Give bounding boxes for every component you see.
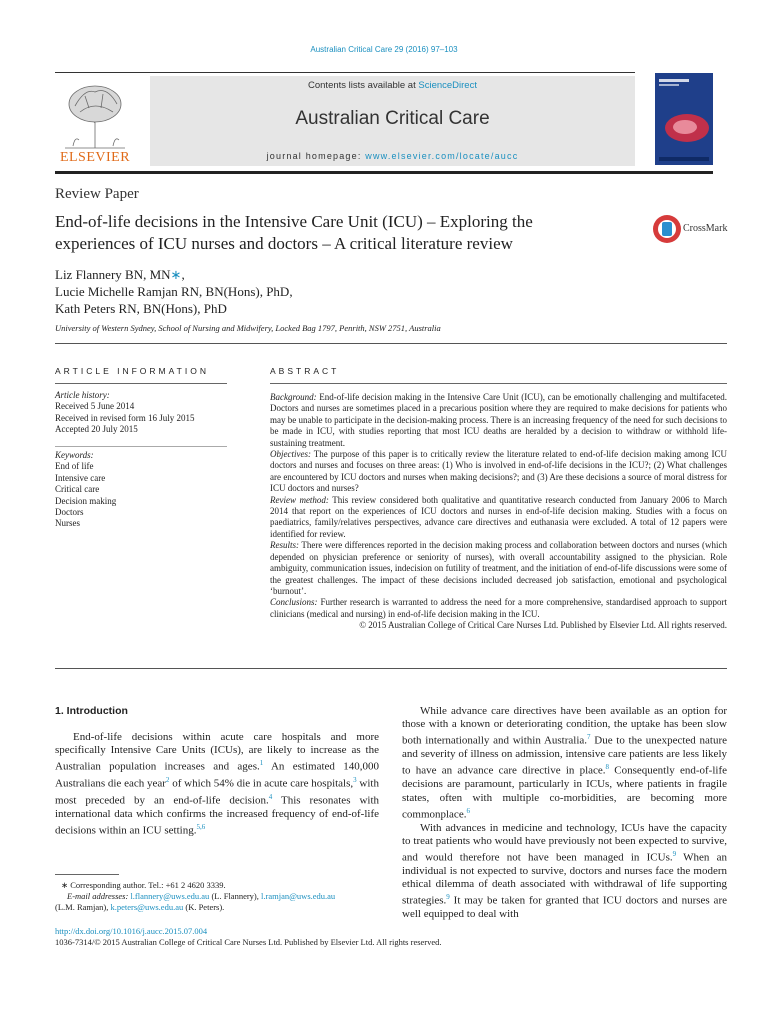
author-1-comma: ,: [181, 267, 185, 282]
keywords-label: Keywords:: [55, 450, 94, 460]
email-owner: (L. Flannery),: [209, 891, 262, 901]
sciencedirect-link[interactable]: ScienceDirect: [418, 80, 477, 91]
homepage-line: [150, 151, 635, 161]
crossmark-badge[interactable]: [652, 213, 732, 245]
background-text: End-of-life decision making in the Intensive Care Unit (ICU), can be emotionally challenging and multifaceted. Doctors and nurses are sometimes placed in a precarious position where they are required to make decisions for patients who may be unable to participate in the decision-making process. There is an increasing frequency of the need for such decisions to be made in ICU, with studies reporting that most ICU deaths are heralded by a decision to withdraw or withhold life-sustaining treatment.: [270, 392, 727, 448]
abstract-background: [270, 392, 727, 449]
body-text: Consequently end-of-life decisions are paramount, particularly in ICUs, where patients in fragile states, often with multiple co-morbidities, are becoming more commonplace.: [402, 765, 728, 821]
reference-link[interactable]: 7: [587, 733, 591, 742]
author-3[interactable]: Kath Peters RN, BN(Hons), PhD: [55, 301, 227, 316]
author-list: [55, 266, 293, 317]
crossmark-icon: [652, 213, 682, 245]
affiliation-rule: [55, 343, 727, 344]
method-text: This review considered both qualitative and quantitative research conducted from January 2006 to March 2014 that report on the experiences of ICU doctors and nurses in end-of-life decision making. Studies with a focus on paediatrics, family/relatives perspectives, advance care directives and euthanasia were excluded. A total of 12 papers were identified for review.: [270, 494, 727, 539]
author-2[interactable]: Lucie Michelle Ramjan RN, BN(Hons), PhD,: [55, 284, 293, 299]
reference-link[interactable]: 6: [466, 806, 470, 815]
info-rule: [55, 383, 227, 384]
intro-text: of which 54% die in acute care hospitals,: [169, 777, 354, 790]
journal-citation[interactable]: Australian Critical Care 29 (2016) 97–103: [310, 45, 458, 54]
background-label: Background:: [270, 392, 317, 402]
author-1: [55, 266, 293, 283]
history-label: Article history:: [55, 390, 110, 400]
abstract-method: [270, 495, 727, 541]
body-paragraph-2: [402, 705, 727, 822]
keywords-block: [55, 450, 116, 530]
body-text: It may be taken for granted that ICU doctors and nurses are well equipped to deal with: [402, 894, 727, 921]
intro-text: with most preceded by an end-of-life decision.: [55, 777, 379, 807]
right-column: [402, 705, 727, 921]
reference-link[interactable]: 9: [672, 850, 677, 858]
abstract-bottom-rule: [55, 668, 727, 669]
footnote-rule: [55, 874, 119, 875]
crossmark-label: CrossMark: [683, 223, 728, 234]
email-line: [55, 891, 385, 902]
article-title: [55, 211, 645, 255]
keyword-item: Intensive care: [55, 472, 106, 483]
accepted-date: Accepted 20 July 2015: [55, 424, 138, 435]
intro-paragraph-1: [55, 731, 379, 838]
keywords-rule: [55, 446, 227, 447]
keyword-item: End of life: [55, 461, 94, 472]
email-link[interactable]: l.flannery@uws.edu.au: [130, 891, 210, 901]
header-top-rule: [55, 72, 635, 73]
abstract-text: [270, 392, 727, 632]
title-line-1: End-of-life decisions in the Intensive Care Unit (ICU) – Exploring the: [55, 212, 533, 231]
body-paragraph-3: [402, 822, 727, 922]
email-label: E-mail addresses:: [67, 891, 129, 901]
elsevier-tree-logo: [55, 78, 135, 150]
article-history: [55, 390, 194, 436]
objectives-text: The purpose of this paper is to critically review the literature related to end-of-life decision making among ICU doctors and nurses and focuses on three areas: (1) Who is involved in end-of-life decisions in the ICU?; (2) What challenges are encountered by ICU doctors and nurses when making decisions?; and (3) Are these decisions a source of moral distress for ICU doctors and nurses?: [270, 449, 727, 494]
body-text: With advances in medicine and technology, ICUs have the capacity to treat patients who would have previously not been expected to survive, and would therefore not have been managed in ICUs.: [402, 821, 727, 864]
reference-link[interactable]: 1: [259, 759, 264, 768]
body-text: While advance care directives have been available as an option for those with a known or deteriorating condition, the uptake has been slow both internationally and within Australia.: [402, 705, 727, 748]
elsevier-wordmark: ELSEVIER: [59, 150, 131, 165]
doi-link[interactable]: http://dx.doi.org/10.1016/j.aucc.2015.07.004: [55, 926, 208, 936]
abstract-objectives: [270, 449, 727, 495]
conclusions-text: Further research is warranted to address the need for a more comprehensive, standardised approach to support clinicians (medical and nursing) in end-of-life decision making in the ICU.: [270, 597, 727, 619]
intro-text: This resonates with international data which confirms the increased frequency of end-of-life decisions within an ICU setting.: [55, 794, 379, 837]
abstract-rule: [270, 383, 727, 384]
intro-text: An estimated 140,000 Australians die each year: [55, 761, 379, 790]
homepage-link[interactable]: www.elsevier.com/locate/aucc: [365, 151, 519, 161]
results-text: There were differences reported in the decision making process and collaboration between doctors and nurses (which depended on physician preference or seniority of nurses), with overall accountability assigned to the physician. Role ambiguity, communication issues, indecision on futility of treatment, and the initiation of end-of-life discussions were some of the greatest challenges. The impact of these decisions included decreased job satisfaction, emotional and psychological ‘burnout’.: [270, 540, 727, 596]
reference-link[interactable]: 4: [268, 793, 273, 802]
corresponding-author-note: ∗ Corresponding author. Tel.: +61 2 4620 3339.: [61, 880, 226, 890]
article-information-heading: ARTICLE INFORMATION: [55, 366, 209, 376]
journal-cover-image[interactable]: [655, 73, 713, 165]
received-date: Received 5 June 2014: [55, 401, 135, 412]
keyword-item: Doctors: [55, 507, 84, 518]
article-type: Review Paper: [55, 186, 139, 202]
homepage-prefix: journal homepage:: [266, 151, 366, 161]
section-heading-introduction: 1. Introduction: [55, 705, 128, 717]
abstract-copyright: © 2015 Australian College of Critical Care Nurses Ltd. Published by Elsevier Ltd. All rights reserved.: [359, 620, 727, 631]
corresponding-author-mark[interactable]: ∗: [170, 267, 182, 282]
email-owner: (L.M. Ramjan),: [55, 902, 111, 912]
email-link[interactable]: k.peters@uws.edu.au: [110, 902, 184, 912]
issn-copyright: 1036-7314/© 2015 Australian College of Critical Care Nurses Ltd. Published by Elsevier Ltd. All rights reserved.: [55, 937, 442, 947]
objectives-label: Objectives:: [270, 449, 311, 460]
reference-link[interactable]: 5,6: [196, 823, 206, 832]
revised-date: Received in revised form 16 July 2015: [55, 412, 195, 423]
method-label: Review method:: [270, 494, 329, 505]
reference-link[interactable]: 9: [446, 893, 450, 902]
keyword-item: Critical care: [55, 484, 100, 495]
keyword-item: Nurses: [55, 518, 80, 529]
email-link[interactable]: l.ramjan@uws.edu.au: [261, 891, 336, 901]
email-owner: (K. Peters).: [183, 902, 225, 912]
contents-line: [150, 80, 635, 91]
body-text: Due to the unexpected nature and severity of illness on admission, intensive care patients are less likely to have an advance care directive in place.: [402, 735, 727, 778]
abstract-conclusions: [270, 597, 727, 620]
reference-link[interactable]: 2: [165, 776, 170, 785]
reference-link[interactable]: 8: [605, 763, 610, 772]
header-bottom-rule: [55, 171, 713, 174]
title-line-2: experiences of ICU nurses and doctors – A critical literature review: [55, 234, 513, 253]
conclusions-label: Conclusions:: [270, 597, 318, 608]
keyword-item: Decision making: [55, 495, 117, 506]
body-text: When an individual is not expected to survive, doctors and nurses face the modern ethical dilemma of death associated with withdrawal of life supporting strategies.: [402, 851, 727, 907]
author-1-name[interactable]: Liz Flannery BN, MN: [55, 267, 171, 282]
contents-prefix: Contents lists available at: [308, 80, 419, 91]
abstract-heading: ABSTRACT: [270, 366, 340, 376]
footnote: [55, 880, 385, 913]
intro-text: End-of-life decisions within acute care hospitals and more specifically Intensive Care Units (ICUs), are likely to increase as the Australian population increases and ages.: [55, 731, 379, 774]
results-label: Results:: [270, 540, 299, 551]
journal-title: Australian Critical Care: [295, 108, 490, 129]
email-line-2: [55, 902, 385, 913]
abstract-results: [270, 540, 727, 597]
affiliation: University of Western Sydney, School of Nursing and Midwifery, Locked Bag 1797, Penrith, NSW 2751, Australia: [55, 323, 441, 333]
reference-link[interactable]: 3: [353, 776, 357, 785]
